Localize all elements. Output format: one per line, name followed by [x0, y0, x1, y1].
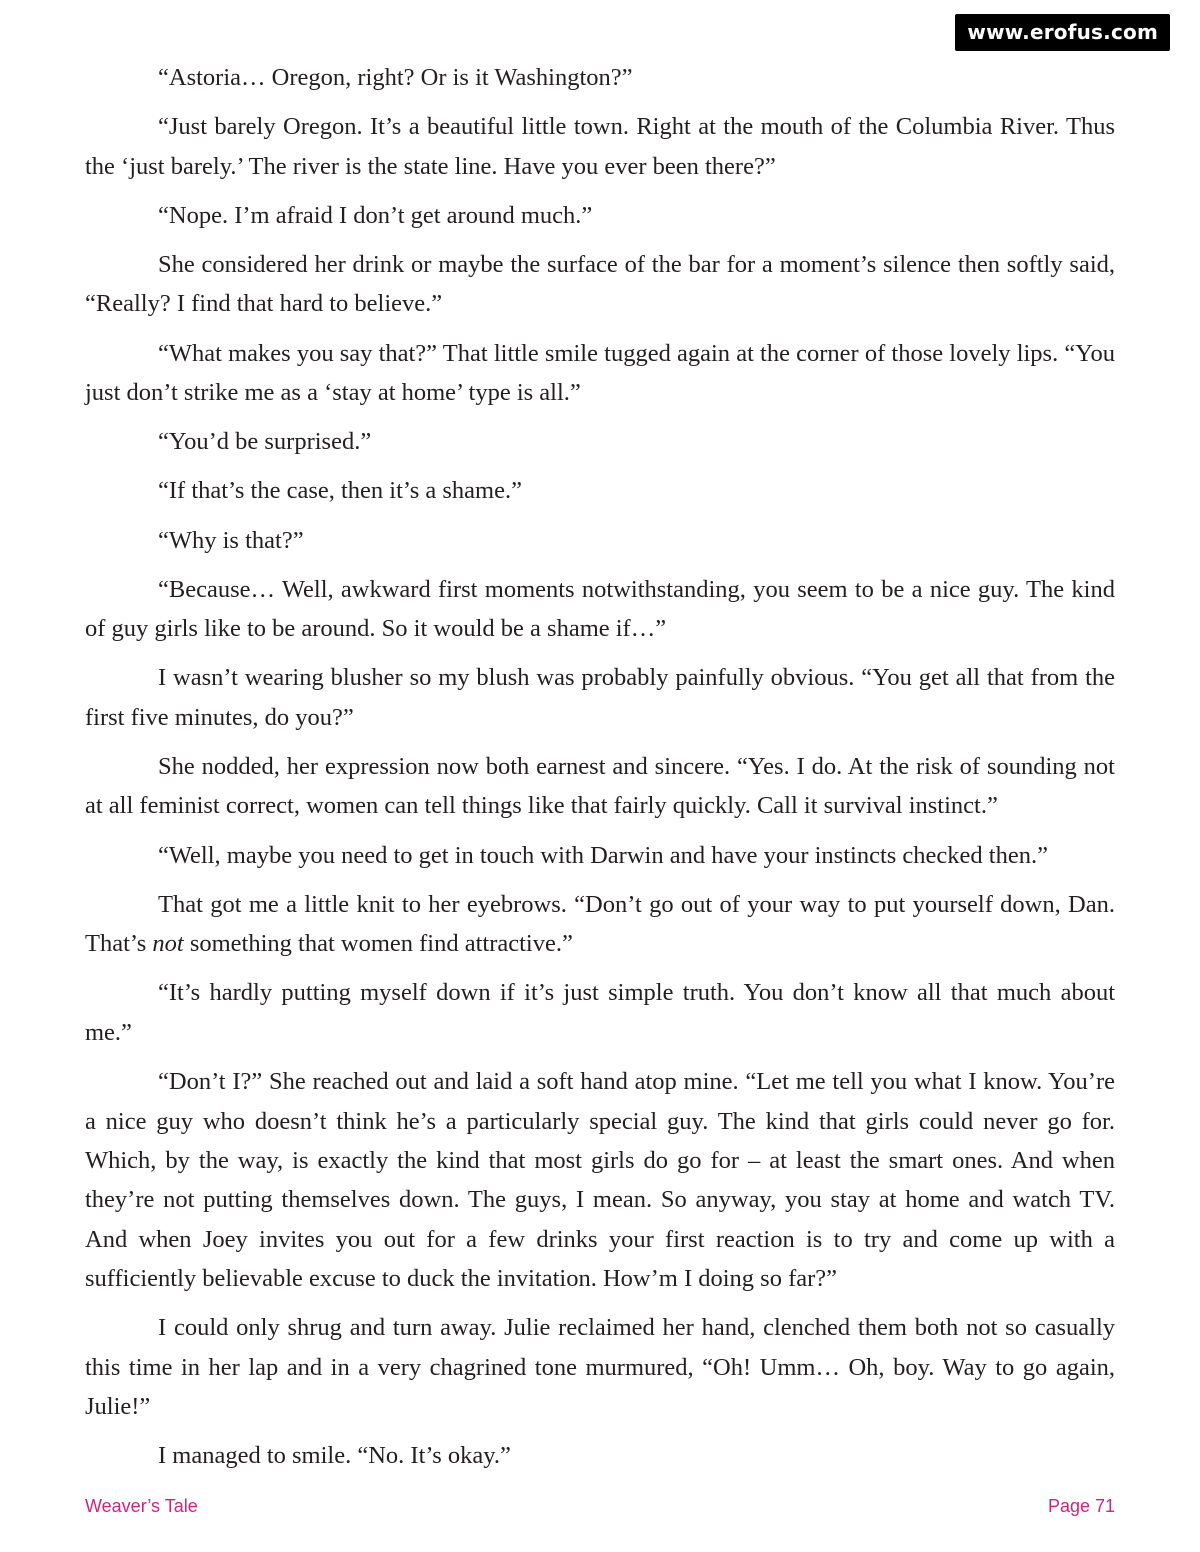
page-body [85, 58, 1115, 1486]
paragraph: “You’d be surprised.” [158, 428, 372, 456]
page-footer [85, 1496, 1115, 1520]
paragraph: “What makes you say that?” That little smile tugged again at the corner of those lovely lips. “You just don’t strike me as a ‘stay at home’ type is all.” [85, 339, 1115, 407]
paragraph-text: That got me a little knit to her eyebrows. “Don’t go out of your way to put yourself down, Dan. That’s [85, 890, 1115, 958]
footer-page-number: Page 71 [1047, 1496, 1115, 1516]
paragraph: I wasn’t wearing blusher so my blush was probably painfully obvious. “You get all that from the first five minutes, do you?” [85, 664, 1115, 731]
paragraph: “Don’t I?” She reached out and laid a soft hand atop mine. “Let me tell you what I know. You’re a nice guy who doesn’t think he’s a particularly special guy. The kind that girls could never go for. Which, by the way, is exactly the kind that most girls do go for – at least the smart ones. And when they’re not putting themselves down. The guys, I mean. So anyway, you stay at home and watch TV. And when Joey invites you out for a few drinks your first reaction is to try and come up with a sufficiently believable excuse to duck the invitation. How’m I doing so far?” [85, 1068, 1115, 1293]
paragraph: “Why is that?” [158, 526, 304, 554]
footer-book-title: Weaver’s Tale [85, 1496, 198, 1516]
paragraph: “Well, maybe you need to get in touch with Darwin and have your instincts checked then.” [158, 841, 1048, 869]
paragraph-text: something that women find attractive.” [183, 930, 573, 958]
emphasis-text: not [152, 930, 184, 958]
paragraph: She nodded, her expression now both earnest and sincere. “Yes. I do. At the risk of sounding not at all feminist correct, women can tell things like that fairly quickly. Call it survival instinct.” [85, 753, 1115, 820]
watermark: www.erofus.com [955, 14, 1170, 51]
paragraph [85, 885, 1115, 964]
paragraph: I could only shrug and turn away. Julie reclaimed her hand, clenched them both not so casually this time in her lap and in a very chagrined tone murmured, “Oh! Umm… Oh, boy. Way to go again, Julie!” [85, 1314, 1115, 1421]
paragraph: “It’s hardly putting myself down if it’s just simple truth. You don’t know all that much about me.” [85, 979, 1115, 1046]
paragraph: “Astoria… Oregon, right? Or is it Washington?” [158, 64, 633, 91]
paragraph: She considered her drink or maybe the surface of the bar for a moment’s silence then softly said, “Really? I find that hard to believe.” [85, 251, 1115, 318]
paragraph: I managed to smile. “No. It’s okay.” [158, 1442, 511, 1470]
paragraph: “Nope. I’m afraid I don’t get around much.” [158, 201, 593, 229]
paragraph: “Just barely Oregon. It’s a beautiful little town. Right at the mouth of the Columbia River. Thus the ‘just barely.’ The river is the state line. Have you ever been there?” [85, 113, 1115, 180]
paragraph: “If that’s the case, then it’s a shame.” [158, 477, 522, 505]
paragraph: “Because… Well, awkward first moments notwithstanding, you seem to be a nice guy. The kind of guy girls like to be around. So it would be a shame if…” [85, 575, 1115, 643]
